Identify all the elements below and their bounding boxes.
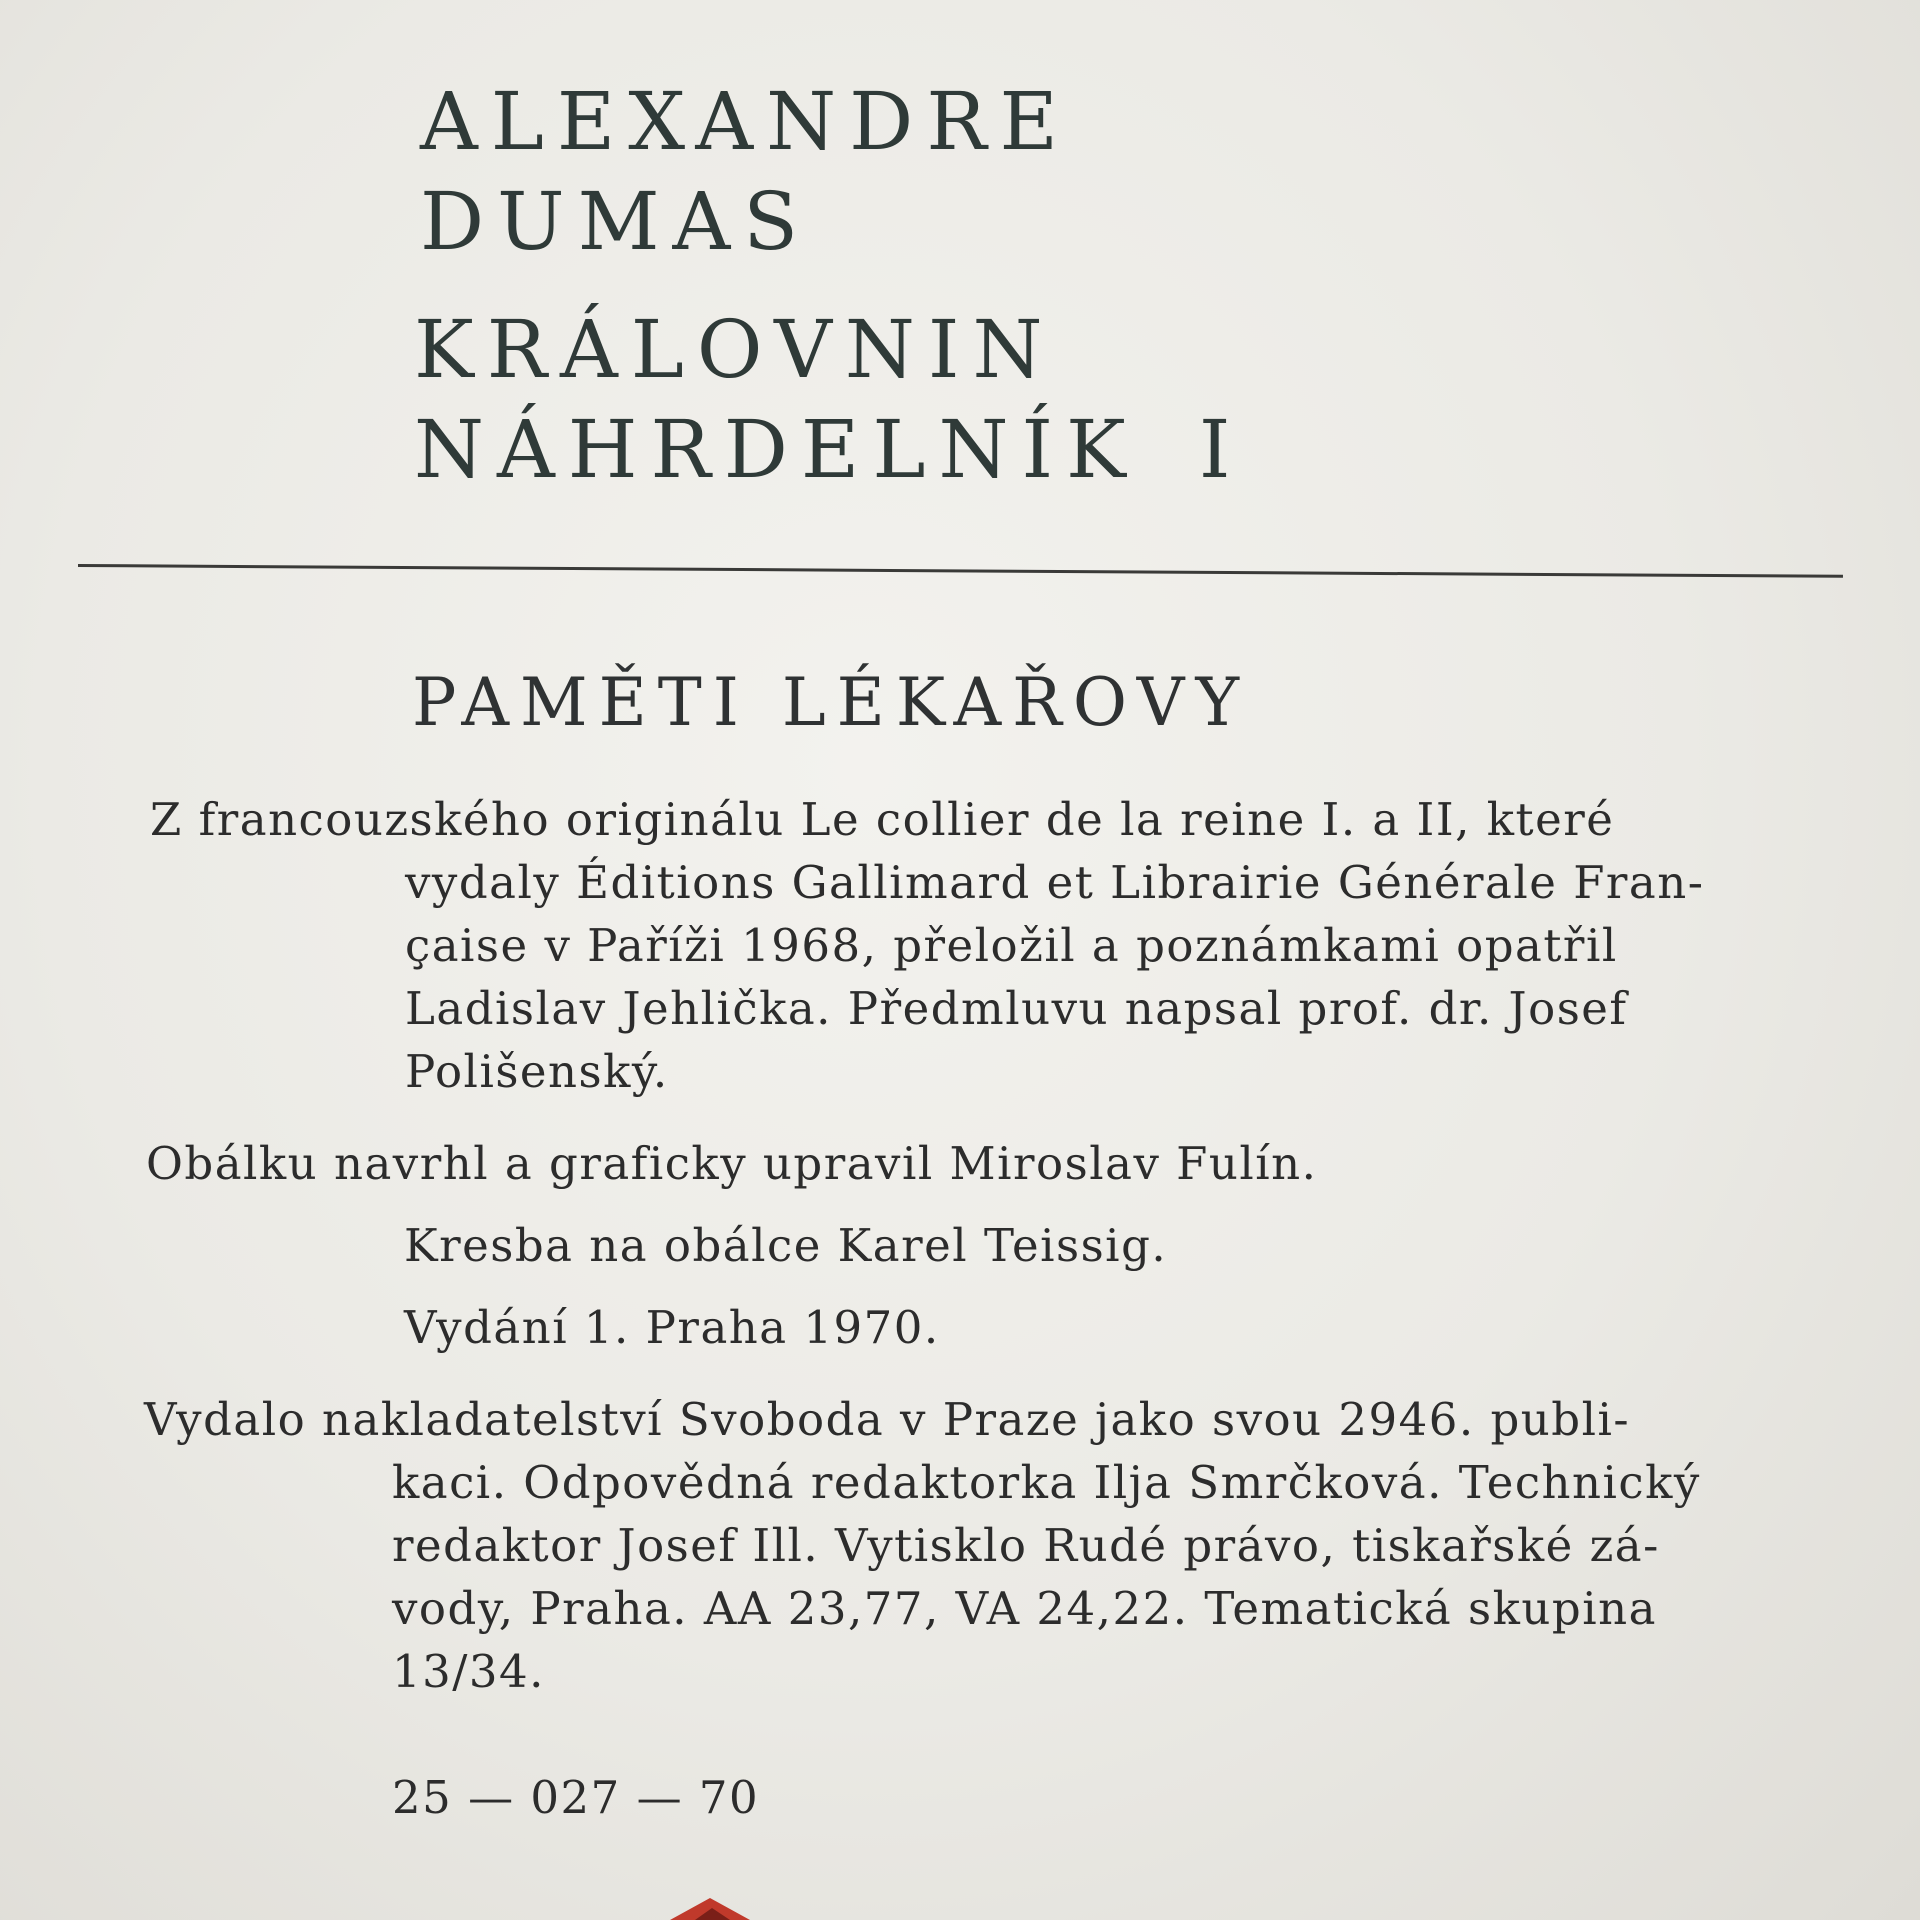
catalog-code: 25 — 027 — 70 [392,1771,760,1824]
volume-number: I [1198,403,1244,496]
translation-line: Z francouzského originálu Le collier de la reine I. a II, které [150,793,1615,846]
publisher-line: kaci. Odpovědná redaktorka Ilja Smrčková. Technický [392,1456,1701,1509]
title-line-2-wrap [414,400,1243,500]
title-line-2: NÁHRDELNÍK [414,403,1139,496]
edition-info: Vydání 1. Praha 1970. [404,1301,940,1354]
publisher-line: Vydalo nakladatelství Svoboda v Praze jako svou 2946. publi- [144,1393,1631,1446]
book-title [414,300,1243,500]
publisher-line: redaktor Josef Ill. Vytisklo Rudé právo, tiskařské zá- [392,1519,1660,1572]
publisher-line: vody, Praha. AA 23,77, VA 24,22. Tematická skupina [392,1582,1657,1635]
series-title: PAMĚTI LÉKAŘOVY [412,664,1251,741]
translation-line: Polišenský. [405,1045,669,1098]
author-last-name: DUMAS [420,175,812,268]
horizontal-divider [78,564,1843,578]
author-name [420,72,1071,272]
publisher-logo-fragment [650,1896,760,1920]
author-first-name: ALEXANDRE [420,75,1071,168]
publisher-line: 13/34. [392,1645,545,1698]
publisher-note [144,1388,1701,1703]
translation-note [150,788,1704,1103]
cover-drawing-credit: Kresba na obálce Karel Teissig. [404,1219,1168,1272]
title-line-1: KRÁLOVNIN [414,303,1056,396]
translation-line: çaise v Paříži 1968, přeložil a poznámkami opatřil [405,919,1618,972]
translation-line: vydaly Éditions Gallimard et Librairie Générale Fran- [405,856,1705,909]
cover-design-credit: Obálku navrhl a graficky upravil Miroslav Fulín. [146,1137,1318,1190]
translation-line: Ladislav Jehlička. Předmluvu napsal prof. dr. Josef [405,982,1628,1035]
